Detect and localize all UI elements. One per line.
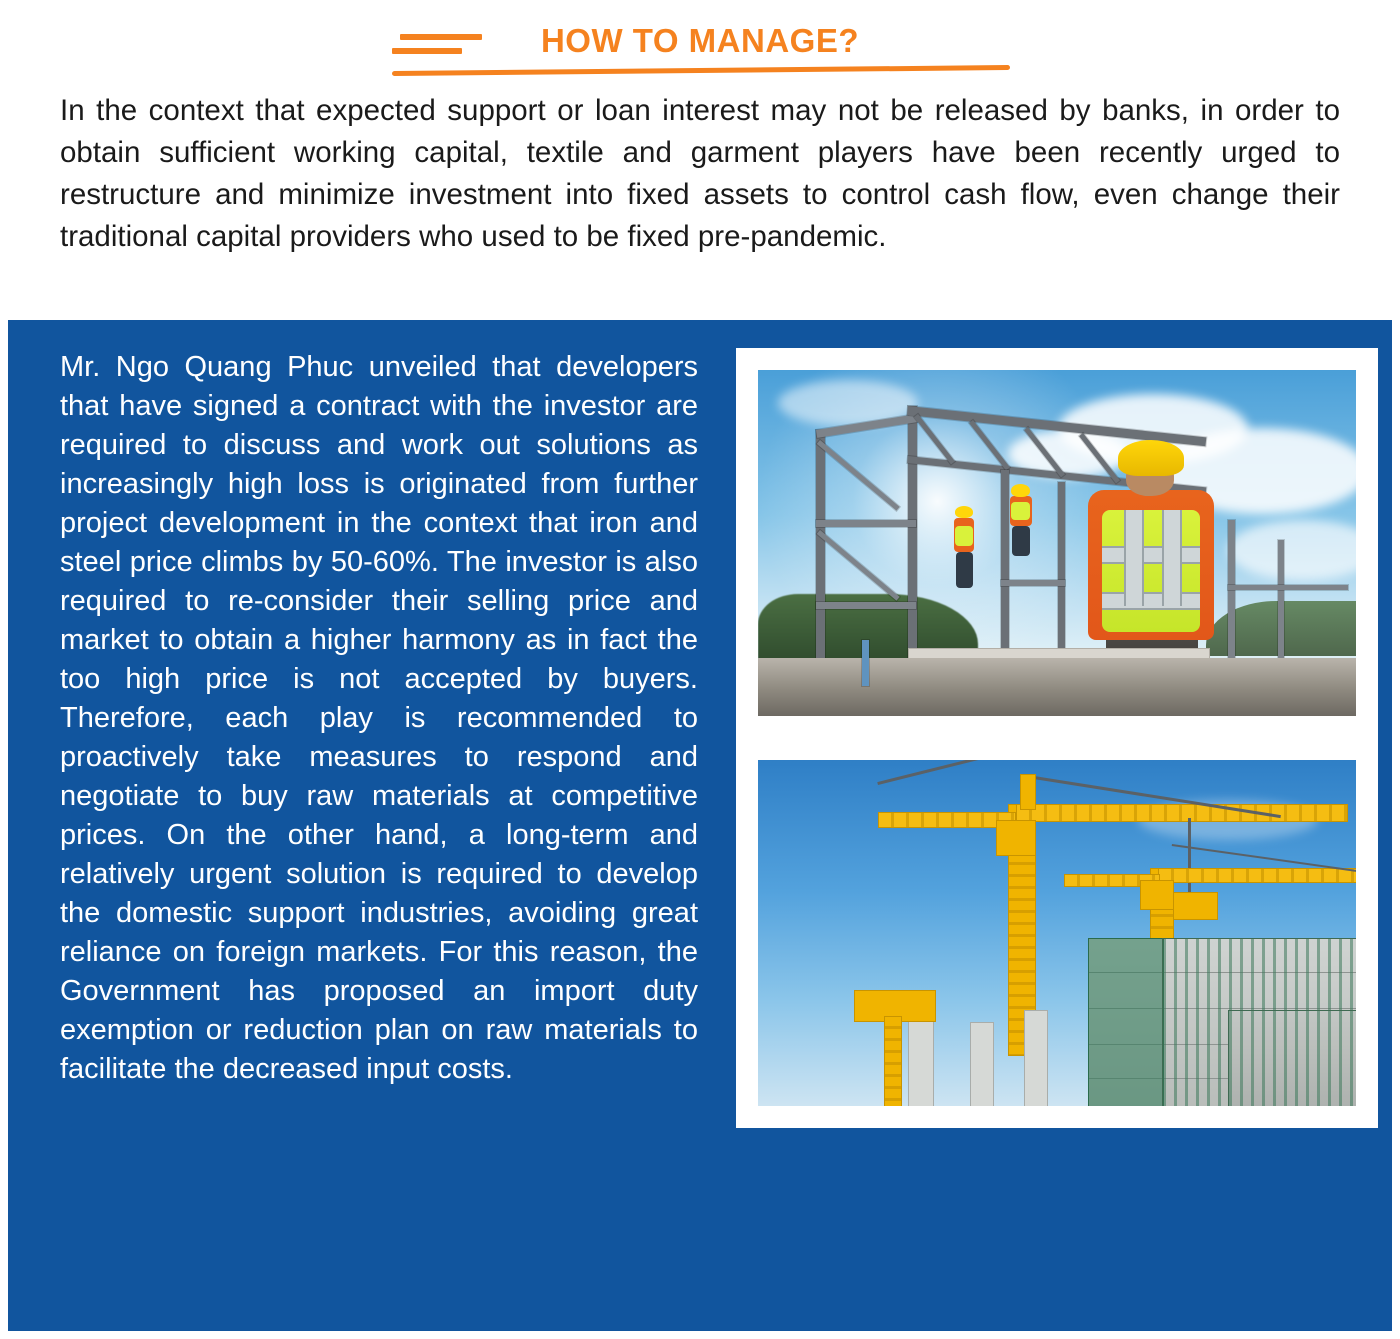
construction-workers-steel-frame-photo [758, 370, 1356, 716]
intro-paragraph: In the context that expected support or loan interest may not be released by banks, in order to obtain sufficient working capital, textile and garment players have been recently urged to restructure and minimize investment into fixed assets to control cash flow, even change their traditional capital providers who used to be fixed pre-pandemic. [60, 94, 1340, 253]
panel-body-paragraph: Mr. Ngo Quang Phuc unveiled that developers that have signed a contract with the investor are required to discuss and work out solutions as increasingly high loss is originated from further project development in the context that iron and steel price climbs by 50-60%. The investor is also required to re-consider their selling price and market to obtain a higher harmony as in fact the too high price is not accepted by buyers. Therefore, each play is recommended to proactively take measures to respond and negotiate to buy raw materials at competitive prices. On the other hand, a long-term and relatively urgent solution is required to develop the domestic support industries, avoiding great reliance on foreign markets. For this reason, the Government has proposed an import duty exemption or reduction plan on raw materials to facilitate the decreased input costs. [60, 351, 698, 1085]
intro-section [0, 84, 1400, 258]
blue-content-panel [8, 320, 1392, 1331]
page-title: HOW TO MANAGE? [540, 22, 860, 59]
tower-cranes-building-site-photo [758, 760, 1356, 1106]
panel-text-column [60, 348, 708, 1303]
photo-frame [736, 348, 1378, 1128]
title-underline [392, 65, 1010, 76]
panel-image-column [708, 348, 1378, 1303]
page-header [0, 0, 1400, 84]
